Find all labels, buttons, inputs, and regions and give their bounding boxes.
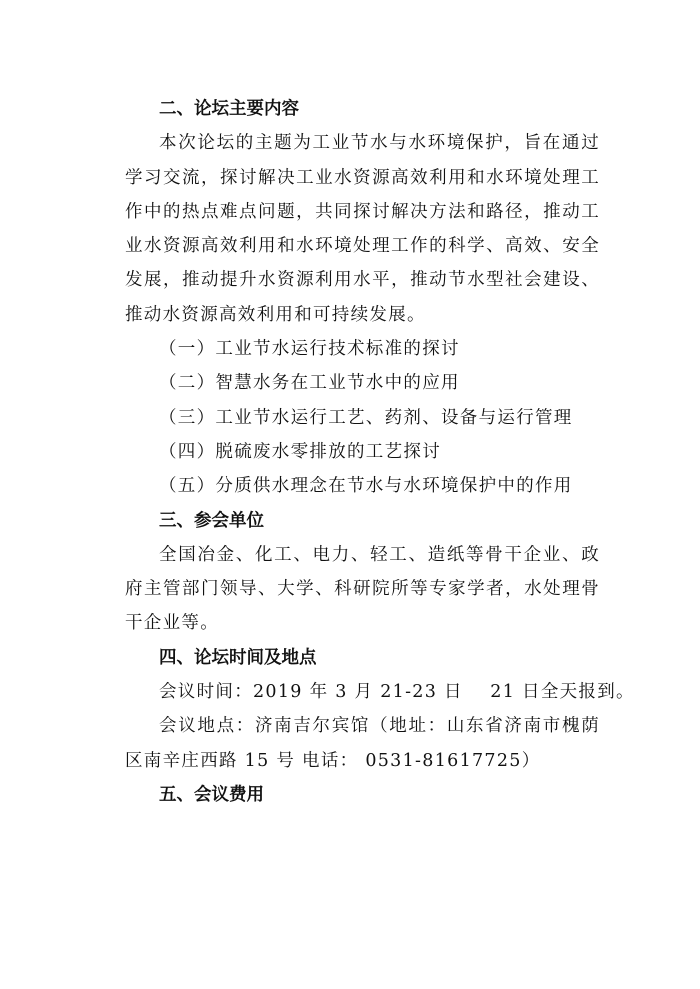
list-item: （三）工业节水运行工艺、药剂、设备与运行管理: [159, 407, 573, 428]
section-heading-participants: 三、参会单位: [159, 510, 264, 531]
document-body: [125, 92, 635, 812]
list-item: （五）分质供水理念在节水与水环境保护中的作用: [159, 476, 573, 497]
meeting-place: 会议地点：济南吉尔宾馆（地址：山东省济南市槐荫区南辛庄西路 15 号 电话： 0531-81617725）: [125, 716, 600, 771]
section-heading-fees: 五、会议费用: [159, 784, 264, 805]
list-item: （二）智慧水务在工业节水中的应用: [159, 373, 460, 394]
participants-paragraph: 全国冶金、化工、电力、轻工、造纸等骨干企业、政府主管部门领导、大学、科研院所等专家学者，水处理骨干企业等。: [125, 544, 600, 634]
section-heading-time-place: 四、论坛时间及地点: [159, 647, 317, 668]
content-paragraph: 本次论坛的主题为工业节水与水环境保护，旨在通过学习交流，探讨解决工业水资源高效利用和水环境处理工作中的热点难点问题，共同探讨解决方法和路径，推动工业水资源高效利用和水环境处理工作的科学、高效、安全发展，推动提升水资源利用水平，推动节水型社会建设、推动水资源高效利用和可持续发展。: [125, 133, 600, 325]
list-item: （一）工业节水运行技术标准的探讨: [159, 339, 460, 360]
section-heading-content: 二、论坛主要内容: [159, 99, 299, 119]
list-item: （四）脱硫废水零排放的工艺探讨: [159, 441, 441, 462]
meeting-time: 会议时间：2019 年 3 月 21-23 日 21 日全天报到。: [159, 682, 635, 703]
